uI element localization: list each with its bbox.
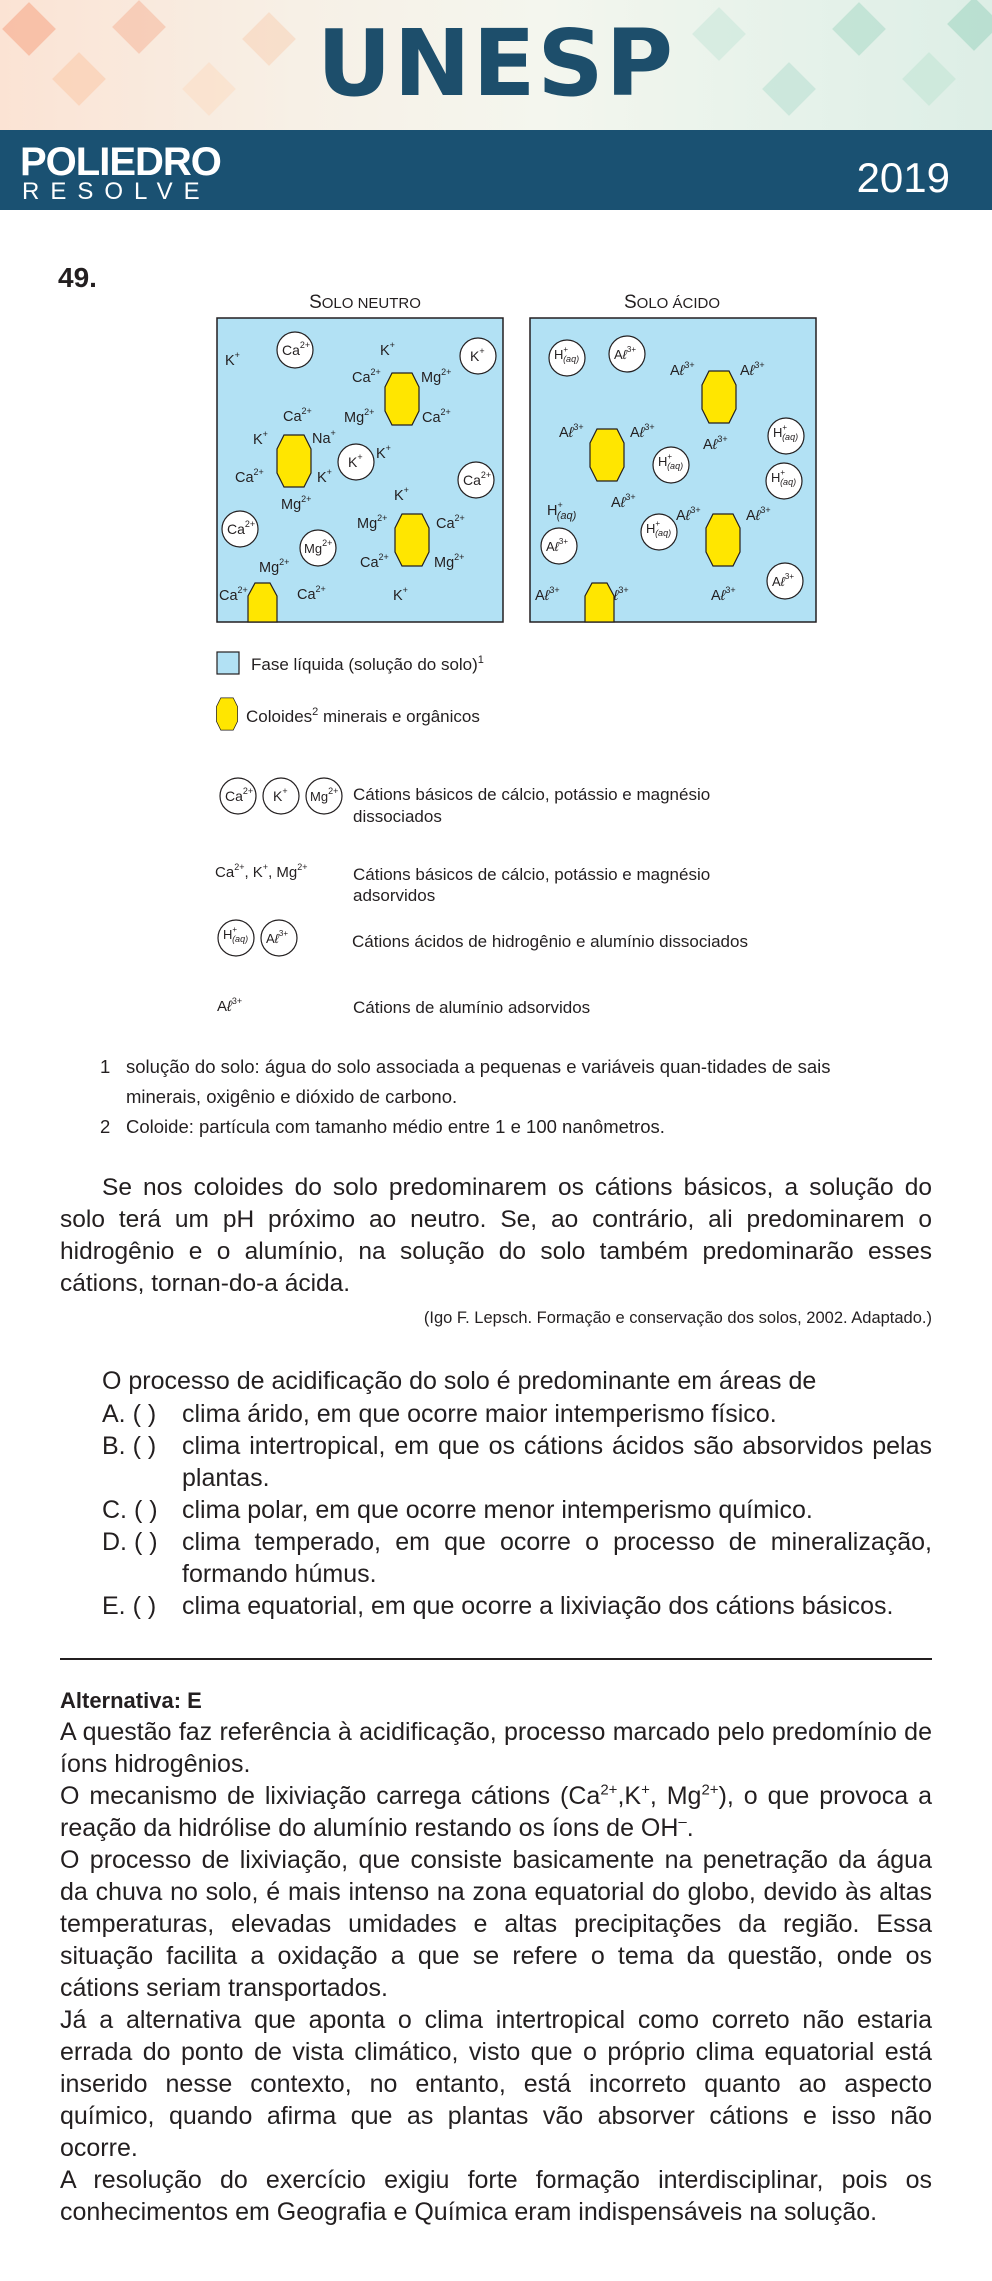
svg-text:H+(aq): H+ (aq) <box>547 500 577 522</box>
resolution-paragraph-3: O processo de lixiviação, que consiste basicamente na penetração da água da chuva no solo, é mais intenso na zona equatorial do globo, devido às altas temperaturas, elevadas umidades e altas precipitações da região. Essa situação facilita a oxidação a que se refere o tema da questão, onde os cátions seriam transportados. <box>60 1846 932 2002</box>
question-source: (Igo F. Lepsch. Formação e conservação dos solos, 2002. Adaptado.) <box>423 1309 932 1327</box>
question-text-body: Se nos coloides do solo predominarem os cátions básicos, a solução do solo terá um pH próximo ao neutro. Se, ao contrário, ali predominarem o hidrogênio e o alumínio, na solução do solo também predominarão esses cátions, tornan-do-a ácida. <box>60 1174 932 1297</box>
svg-text:Aℓ3+: Aℓ$^{3+}$ <box>670 360 695 379</box>
svg-text:Ca2+: $Ca^{2+}$ <box>235 467 264 486</box>
option-c-text: clima polar, em que ocorre menor intemperismo químico. <box>182 1496 813 1524</box>
question-number: 49. <box>58 262 97 293</box>
svg-text:K+: K+ <box>273 786 288 804</box>
svg-text:Ca2+: $Ca^{2+}$ <box>422 407 451 426</box>
svg-text:Ca2+: $Ca^{2+}$ <box>463 470 492 488</box>
footnote-2 <box>100 1112 900 1142</box>
title-neutral-soil: SOLO NEUTRO <box>309 292 421 313</box>
option-c-checkbox[interactable]: C. ( ) <box>102 1496 158 1524</box>
svg-text:Mg2+: $Mg^{2+}$ <box>304 538 333 556</box>
legend-al-adsorbed-label: Cátions de alumínio adsorvidos <box>353 998 591 1017</box>
svg-text:Aℓ3+: Aℓ$^{3+}$ <box>740 360 765 379</box>
svg-text:Ca2+: $Ca^{2+}$ <box>360 552 389 571</box>
svg-text:Aℓ3+: Aℓ$^{3+}$ <box>535 585 560 604</box>
option-d-text: clima temperado, em que ocorre o processo de mineralização, formando húmus. <box>182 1528 932 1588</box>
svg-text:H+(aq): H+ (aq) <box>773 423 799 442</box>
footnote-2-text: Coloide: partícula com tamanho médio entre 1 e 100 nanômetros. <box>126 1116 665 1137</box>
svg-text:Mg2+: $Mg^{2+}$ <box>310 786 339 804</box>
footnote-1-text: solução do solo: água do solo associada a pequenas e variáveis quan-tidades de sais minerais, oxigênio e dióxido de carbono. <box>126 1056 831 1107</box>
figure-legend <box>215 652 748 1017</box>
svg-text:Mg2+: $Mg^{2+}$ <box>357 513 388 532</box>
option-a[interactable] <box>102 1398 932 1430</box>
footnotes <box>100 1052 900 1142</box>
resolution-paragraph-4: Já a alternativa que aponta o clima intertropical como correto não estaria errada do ponto de vista climático, visto que o próprio clima equatorial está inserido nesse contexto, no entanto, está incorreto quanto ao aspecto químico, quando afirma que as plantas vão absorver cátions e isso não ocorre. <box>60 2006 932 2162</box>
legend-basic-dissociated-line2: dissociados <box>353 807 442 826</box>
svg-text:H+(aq): H+ (aq) <box>223 925 249 944</box>
svg-text:Mg2+: $Mg^{2+}$ <box>281 494 312 513</box>
svg-text:Aℓ3+: Aℓ$^{3+}$ <box>266 929 288 946</box>
svg-text:Mg2+: $Mg^{2+}$ <box>259 557 290 576</box>
svg-text:Aℓ3+: Aℓ$^{3+}$ <box>703 434 728 453</box>
svg-text:H+(aq): H+ (aq) <box>554 345 580 364</box>
legend-colloid-swatch <box>216 698 237 730</box>
svg-text:Na+: Na+ <box>312 428 336 447</box>
option-b[interactable] <box>102 1430 932 1494</box>
svg-text:Aℓ3+: Aℓ$^{3+}$ <box>559 422 584 441</box>
legend-basic-adsorbed-line1: Cátions básicos de cálcio, potássio e magnésio <box>353 865 711 884</box>
svg-text:K+: K+ <box>380 340 395 359</box>
header-banner <box>0 0 992 130</box>
svg-text:K+: K+ <box>253 429 268 448</box>
resolution-paragraph-1: A questão faz referência à acidificação, processo marcado pelo predomínio de íons hidrogênios. <box>60 1718 932 1778</box>
legend-basic-adsorbed-symbols: $Ca^{2+}$, K+, $Mg^{2+}$ <box>215 862 308 881</box>
option-b-text: clima intertropical, em que os cátions ácidos são absorvidos pelas plantas. <box>182 1432 932 1492</box>
svg-text:Aℓ3+: Aℓ$^{3+}$ <box>711 585 736 604</box>
svg-text:Aℓ3+: ℓ$^{3+}$ <box>613 585 629 604</box>
svg-text:Aℓ3+: Aℓ$^{3+}$ <box>546 537 568 554</box>
svg-text:K+: K+ <box>394 485 409 504</box>
svg-text:K+: K+ <box>348 452 363 470</box>
svg-text:K+: K+ <box>225 350 240 369</box>
legend-acid-dissociated-label: Cátions ácidos de hidrogênio e alumínio dissociados <box>352 932 748 951</box>
section-divider <box>60 1658 932 1660</box>
answer-resolution <box>60 1716 932 2228</box>
svg-text:H+(aq): H+ (aq) <box>646 519 672 538</box>
answer-options <box>102 1398 932 1622</box>
brand-subtitle: RESOLVE <box>22 178 211 205</box>
brand-logo: POLIEDRO <box>20 140 221 184</box>
legend-liquid-swatch <box>217 652 239 674</box>
neutral-soil-panel <box>217 318 503 622</box>
svg-text:Ca2+: $Ca^{2+}$ <box>283 406 312 425</box>
svg-text:Mg2+: $Mg^{2+}$ <box>344 407 375 426</box>
option-a-checkbox[interactable]: A. ( ) <box>102 1400 157 1428</box>
svg-text:Aℓ3+: Aℓ$^{3+}$ <box>676 505 701 524</box>
answer-label: Alternativa: E <box>60 1688 202 1713</box>
resolution-paragraph-5: A resolução do exercício exigiu forte formação interdisciplinar, pois os conhecimentos em Geografia e Química eram indispensáveis na solução. <box>60 2166 932 2226</box>
option-d[interactable] <box>102 1526 932 1590</box>
svg-text:Ca2+: $Ca^{2+}$ <box>282 340 311 358</box>
svg-text:Aℓ3+: Aℓ$^{3+}$ <box>630 422 655 441</box>
legend-basic-dissociated-line1: Cátions básicos de cálcio, potássio e magnésio <box>353 785 711 804</box>
svg-text:K+: K+ <box>470 346 485 364</box>
svg-text:Aℓ3+: Aℓ$^{3+}$ <box>611 492 636 511</box>
svg-text:K+: K+ <box>317 467 332 486</box>
svg-text:Aℓ3+: Aℓ$^{3+}$ <box>614 345 636 362</box>
title-acid-soil: SOLO ÁCIDO <box>623 292 721 313</box>
resolution-paragraph-2: O mecanismo de lixiviação carrega cátions ($Ca^{2+},K^+$, $Mg^{2+}$), o que provoca a reação da hidrólise do alumínio restando os íons de OH–. <box>60 1781 933 1842</box>
question-text <box>60 1172 932 1300</box>
option-e-checkbox[interactable]: E. ( ) <box>102 1592 157 1620</box>
svg-text:Ca2+: $Ca^{2+}$ <box>297 584 326 603</box>
svg-text:Ca2+: $Ca^{2+}$ <box>227 519 256 537</box>
svg-text:Ca2+: $Ca^{2+}$ <box>436 513 465 532</box>
footnote-1-number: 1 <box>100 1056 111 1077</box>
option-e[interactable] <box>102 1590 932 1622</box>
svg-text:K+: K+ <box>393 585 408 604</box>
option-c[interactable] <box>102 1494 932 1526</box>
svg-text:Mg2+: $Mg^{2+}$ <box>421 367 452 386</box>
acid-soil-panel <box>530 318 816 622</box>
svg-text:Ca2+: $Ca^{2+}$ <box>219 585 248 604</box>
svg-text:H+(aq): H+ (aq) <box>658 452 684 471</box>
legend-acid-dissociated-icons <box>218 920 297 956</box>
legend-al-adsorbed-symbol: Aℓ$^{3+}$ <box>217 996 243 1015</box>
legend-basic-dissociated-icons <box>220 778 342 814</box>
option-b-checkbox[interactable]: B. ( ) <box>102 1432 157 1460</box>
question-stem: O processo de acidificação do solo é predominante em áreas de <box>102 1367 817 1395</box>
svg-text:Mg2+: $Mg^{2+}$ <box>434 552 465 571</box>
svg-text:Aℓ3+: Aℓ$^{3+}$ <box>772 572 794 589</box>
svg-text:Ca2+: $Ca^{2+}$ <box>225 786 254 804</box>
svg-text:Aℓ3+: Aℓ$^{3+}$ <box>746 505 771 524</box>
footnote-2-number: 2 <box>100 1116 111 1137</box>
exam-title: UNESP <box>316 10 676 117</box>
soil-figure <box>205 282 825 1032</box>
option-e-text: clima equatorial, em que ocorre a lixiviação dos cátions básicos. <box>182 1592 894 1620</box>
option-a-text: clima árido, em que ocorre maior intemperismo físico. <box>182 1400 777 1428</box>
footnote-1 <box>100 1052 900 1112</box>
exam-year: 2019 <box>856 154 950 201</box>
option-d-checkbox[interactable]: D. ( ) <box>102 1528 158 1556</box>
legend-colloid-label: Coloides$^2$ minerais e orgânicos <box>246 706 480 726</box>
legend-basic-adsorbed-line2: adsorvidos <box>353 886 436 905</box>
svg-text:Ca2+: $Ca^{2+}$ <box>352 367 381 386</box>
svg-text:K+: K+ <box>376 443 391 462</box>
legend-liquid-label: Fase líquida (solução do solo)$^1$ <box>251 654 484 674</box>
svg-text:H+(aq): H+ (aq) <box>771 468 797 487</box>
